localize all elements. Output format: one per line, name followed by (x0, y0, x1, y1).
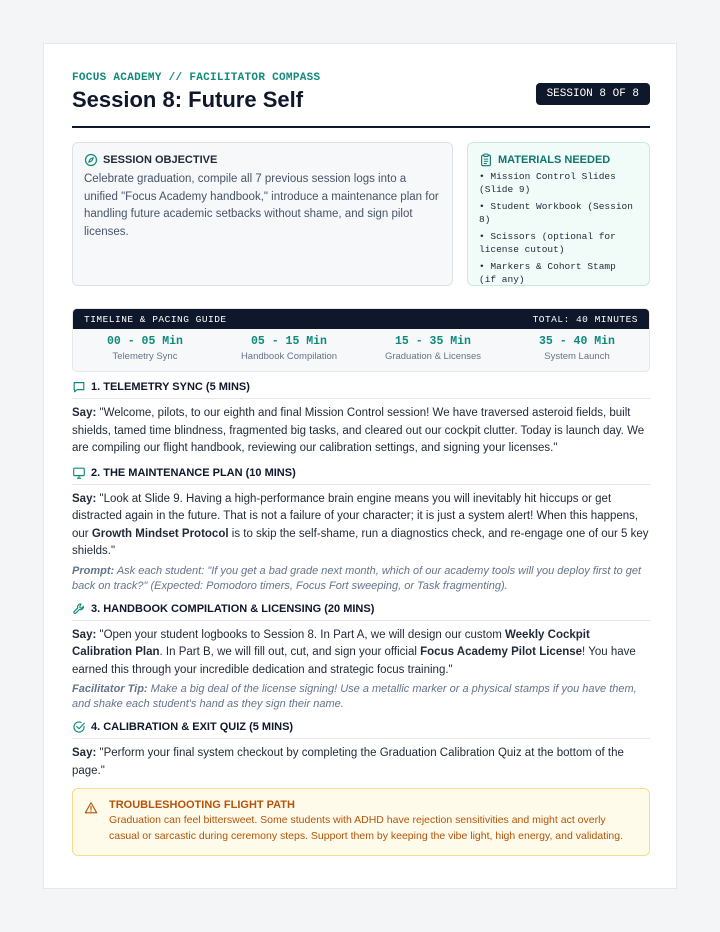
document-page (43, 43, 677, 889)
say-paragraph (72, 745, 650, 780)
timeline-steps (73, 329, 649, 371)
page-title: Session 8: Future Self (72, 87, 304, 112)
timeline-heading: TIMELINE & PACING GUIDE (84, 313, 227, 325)
chat-bubble-icon (72, 380, 86, 394)
say-emphasis: Focus Academy Pilot License (420, 646, 583, 658)
section-handbook-licensing (72, 602, 650, 713)
section-maintenance-plan (72, 466, 650, 594)
section-heading-label: 1. TELEMETRY SYNC (5 MINS) (91, 381, 250, 393)
session-badge: SESSION 8 OF 8 (536, 83, 650, 105)
materials-card (467, 142, 650, 286)
timeline-header (73, 309, 649, 329)
materials-item: • Student Workbook (Session 8) (479, 201, 633, 225)
materials-item: • Markers & Cohort Stamp (if any) (479, 261, 616, 285)
say-text: "Perform your final system checkout by completing the Graduation Calibration Quiz at the bottom of the page." (72, 747, 624, 777)
materials-item: • Scissors (optional for license cutout) (479, 231, 616, 255)
compass-icon (84, 153, 98, 167)
say-text: ! You have earned this through your incredible dedication and strategic focus training." (72, 646, 636, 676)
say-emphasis: Weekly Cockpit Calibration Plan (72, 628, 590, 658)
say-paragraph (72, 405, 650, 458)
objective-card (72, 142, 453, 286)
overview-row (72, 142, 650, 286)
say-emphasis: Growth Mindset Protocol (91, 527, 229, 540)
facilitator-tip (72, 682, 650, 712)
note-text: Make a big deal of the license signing! Use a metallic marker or a physical stamps if you have them, and shake each student's hand as they sign their name. (72, 683, 637, 710)
timeline-total: TOTAL: 40 MINUTES (532, 313, 638, 325)
section-telemetry-sync (72, 380, 650, 458)
timeline-step (217, 329, 361, 371)
check-circle-icon (72, 720, 86, 734)
say-text: . In Part B, we will fill out, cut, and sign your official (159, 646, 421, 658)
materials-item: • Mission Control Slides (Slide 9) (479, 171, 616, 195)
say-text: is to skip the self-shame, run a diagnostics check, and re-engage one of our 5 key shields." (72, 527, 649, 557)
timeline-step-label: System Launch (544, 351, 610, 362)
say-paragraph (72, 627, 650, 680)
wrench-icon (72, 602, 86, 616)
section-heading-label: 3. HANDBOOK COMPILATION & LICENSING (20 MINS) (91, 602, 375, 615)
timeline-step (361, 329, 505, 371)
note-label: Facilitator Tip: (72, 683, 148, 695)
timeline-step-label: Handbook Compilation (240, 351, 338, 362)
materials-heading-label: MATERIALS NEEDED (498, 154, 611, 166)
objective-heading (84, 153, 441, 167)
timeline-step-time: 00 - 05 Min (107, 335, 183, 348)
note-text: Ask each student: "If you get a bad grade next month, which of our academy tools will you deploy first to get back on track?" (Expected: Pomodoro timers, Focus Fort sweeping, or Task fragmenting). (72, 564, 642, 592)
timeline-step (505, 329, 649, 371)
objective-heading-label: SESSION OBJECTIVE (103, 154, 218, 166)
timeline-step-label: Telemetry Sync (112, 351, 178, 362)
say-text: "Open your student logbooks to Session 8. In Part A, we will design our custom (96, 628, 506, 641)
section-calibration-quiz (72, 720, 650, 780)
objective-text: Celebrate graduation, compile all 7 previous session logs into a unified "Focus Academy handbook," introduce a maintenance plan for handling future academic setbacks without shame, and sign pilot licenses. (84, 173, 439, 238)
section-heading (72, 380, 650, 399)
troubleshooting-heading: TROUBLESHOOTING FLIGHT PATH (109, 799, 295, 811)
section-heading-label: 4. CALIBRATION & EXIT QUIZ (5 MINS) (91, 721, 294, 733)
timeline-step-time: 05 - 15 Min (251, 335, 327, 348)
troubleshooting-callout (72, 788, 650, 856)
header-divider (72, 126, 650, 128)
say-text: "Look at Slide 9. Having a high-performance brain engine means you will inevitably hit hiccups or get distracted again in the future. That is not a failure of your character; it is just a system alert! When this happens, our (72, 492, 639, 540)
prompt-note (72, 564, 650, 594)
timeline-step-time: 15 - 35 Min (395, 335, 471, 348)
materials-heading (479, 153, 638, 167)
say-text: "Welcome, pilots, to our eighth and final Mission Control session! We have traversed asteroid fields, built shields, tamed time blindness, fragmented big tasks, and cleared out our cockpit clutter. Today is launch day. We are compiling our flight handbook, reviewing our calibration settings, and signing your licenses." (72, 407, 645, 454)
troubleshooting-text: Graduation can feel bittersweet. Some students with ADHD have rejection sensitivities and might act overly casual or sarcastic during ceremony steps. Support them by keeping the vibe light, high energy, and validating. (109, 814, 624, 842)
section-heading (72, 602, 650, 621)
say-label: Say: (72, 747, 97, 759)
section-heading (72, 466, 650, 485)
materials-list (479, 170, 638, 286)
header (72, 72, 650, 128)
timeline-table (72, 308, 650, 372)
warning-icon (84, 801, 98, 815)
say-label: Say: (72, 407, 97, 419)
timeline-step-label: Graduation & Licenses (384, 351, 482, 362)
clipboard-icon (479, 153, 493, 167)
timeline-step-time: 35 - 40 Min (539, 335, 615, 348)
section-heading-label: 2. THE MAINTENANCE PLAN (10 MINS) (91, 466, 296, 479)
say-label: Say: (72, 492, 97, 505)
say-label: Say: (72, 628, 97, 641)
page-content (72, 72, 650, 856)
section-heading (72, 720, 650, 739)
presentation-icon (72, 466, 86, 480)
say-paragraph (72, 491, 650, 561)
timeline-step (73, 329, 217, 371)
kicker: FOCUS ACADEMY // FACILITATOR COMPASS (72, 72, 321, 84)
note-label: Prompt: (72, 564, 115, 577)
